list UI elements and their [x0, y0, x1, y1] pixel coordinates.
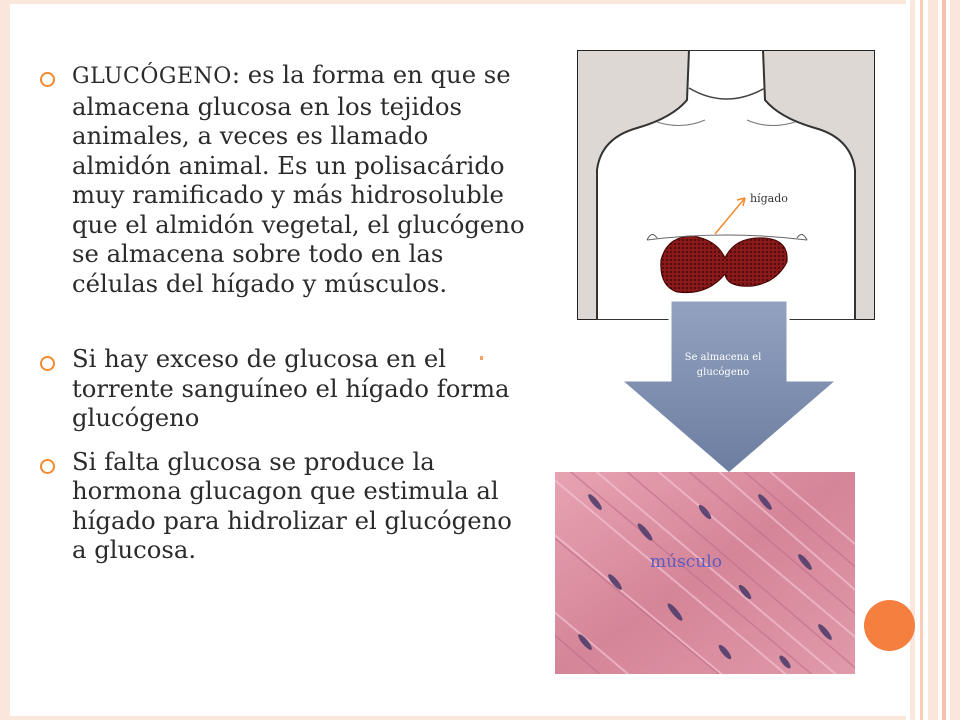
bullet-glucogeno: [36, 60, 532, 298]
bullet-keyword: GLUCÓGENO: [72, 64, 232, 89]
decorative-circle: [864, 600, 915, 651]
frame-top: [0, 0, 960, 4]
down-arrow-shape: [618, 298, 840, 476]
liver-label: hígado: [750, 192, 788, 205]
arrow-text: Se almacena el glucógeno: [684, 352, 762, 378]
bullet-list: [36, 60, 532, 565]
frame-left: [0, 0, 10, 720]
bullet-marker: [40, 72, 55, 87]
frame-bottom: [0, 716, 960, 720]
decorative-dot: [480, 356, 483, 360]
bullet-text: : es la forma en que se almacena glucosa en los tejidos animales, a veces es llamado almidón animal. Es un polisacárido muy ramificado y más hidrosoluble que el almidón vegetal, el glucógeno se almacena sobre todo en las células del hígado y músculos.: [72, 60, 525, 298]
decorative-stripes: [906, 0, 960, 720]
muscle-tissue-image: [555, 472, 855, 674]
bullet-exceso: [36, 344, 532, 433]
bullet-text: Si hay exceso de glucosa en el torrente sanguíneo el hígado forma glucógeno: [72, 344, 510, 432]
bullet-marker: [40, 459, 55, 474]
bullet-falta: [36, 447, 532, 565]
bullet-text: Si falta glucosa se produce la hormona glucagon que estimula al hígado para hidrolizar el glucógeno a glucosa.: [72, 446, 512, 564]
bullet-marker: [40, 356, 55, 371]
torso-liver-illustration: [577, 50, 875, 320]
muscle-label: músculo: [650, 552, 722, 572]
